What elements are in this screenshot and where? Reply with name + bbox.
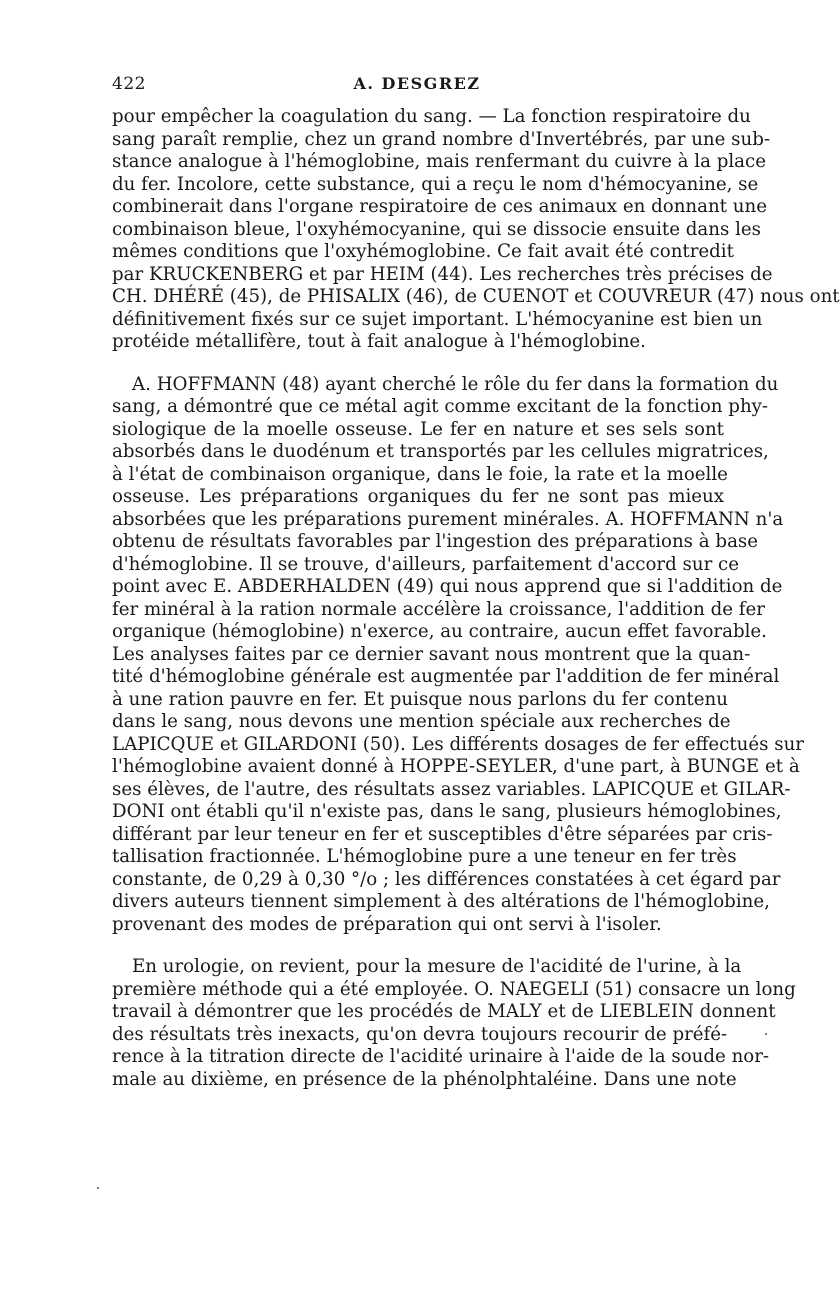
paragraph-gap [112,354,724,374]
text-line: stance analogue à l'hémoglobine, mais renfermant du cuivre à la place [112,151,766,172]
text-line: LAPICQUE et GILARDONI (50). Les différents dosages de fer effectués sur [112,733,805,755]
text-line: tité d'hémoglobine générale est augmentée par l'addition de fer minéral [112,666,780,687]
body-text [112,106,840,1091]
text-line: combinaison bleue, l'oxyhémocyanine, qui se dissocie ensuite dans les [112,218,761,240]
text-line: absorbés dans le duodénum et transportés par les cellules migratrices, [112,441,769,462]
text-line: absorbées que les préparations purement minérales. A. HOFFMANN n'a [112,508,784,530]
text-line: sang, a démontré que ce métal agit comme excitant de la fonction phy- [112,396,769,417]
text-line: protéide métallifère, tout à fait analogue à l'hémoglobine. [112,331,646,352]
text-line: male au dixième, en présence de la phénolphtaléine. Dans une note [112,1068,737,1090]
text-line: mêmes conditions que l'oxyhémoglobine. Ce fait avait été contredit [112,241,734,262]
text-line: des résultats très inexacts, qu'on devra toujours recourir de préfé- [112,1023,728,1045]
text-line: d'hémoglobine. Il se trouve, d'ailleurs, parfaitement d'accord sur ce [112,553,740,575]
text-line: à une ration pauvre en fer. Et puisque nous parlons du fer contenu [112,688,728,710]
scan-speck [97,1187,99,1189]
text-line: pour empêcher la coagulation du sang. — La fonction respiratoire du [112,106,751,127]
page-number: 422 [112,74,146,94]
scan-speck [765,1033,767,1035]
text-line: par KRUCKENBERG et par HEIM (44). Les recherches très précises de [112,263,773,285]
paragraph-hemocyanine [112,106,840,354]
text-line: organique (hémoglobine) n'exerce, au contraire, aucun effet favorable. [112,621,767,642]
text-line: différant par leur teneur en fer et susceptibles d'être séparées par cris- [112,823,773,845]
text-line: l'hémoglobine avaient donné à HOPPE-SEYLER, d'une part, à BUNGE et à [112,756,800,777]
text-line: En urologie, on revient, pour la mesure de l'acidité de l'urine, à la [132,956,742,977]
running-head: A. DESGREZ [353,74,481,93]
text-line: Les analyses faites par ce dernier savant nous montrent que la quan- [112,643,751,665]
text-line: siologique de la moelle osseuse. Le fer en nature et ses sels sont [112,418,724,440]
text-line: A. HOFFMANN (48) ayant cherché le rôle du fer dans la formation du [132,373,779,395]
page-header [112,74,722,98]
text-line: obtenu de résultats favorables par l'ingestion des préparations à base [112,531,759,552]
text-line: du fer. Incolore, cette substance, qui a reçu le nom d'hémocyanine, se [112,173,759,195]
text-line: définitivement fixés sur ce sujet important. L'hémocyanine est bien un [112,308,763,330]
text-line: CH. DHÉRÉ (45), de PHISALIX (46), de CUENOT et COUVREUR (47) nous ont [112,286,840,307]
text-line: tallisation fractionnée. L'hémoglobine pure a une teneur en fer très [112,846,737,867]
text-line: première méthode qui a été employée. O. NAEGELI (51) consacre un long [112,978,796,1000]
text-line: dans le sang, nous devons une mention spéciale aux recherches de [112,711,731,732]
text-line: rence à la titration directe de l'acidité urinaire à l'aide de la soude nor- [112,1046,770,1067]
paragraph-iron [112,373,805,937]
text-line: ses élèves, de l'autre, des résultats assez variables. LAPICQUE et GILAR- [112,778,791,800]
text-line: divers auteurs tiennent simplement à des altérations de l'hémoglobine, [112,891,770,912]
text-line: osseuse. Les préparations organiques du fer ne sont pas mieux [112,486,724,507]
paragraph-urology [112,956,796,1091]
text-line: travail à démontrer que les procédés de MALY et de LIEBLEIN donnent [112,1001,776,1022]
text-line: point avec E. ABDERHALDEN (49) qui nous apprend que si l'addition de [112,576,783,597]
text-line: à l'état de combinaison organique, dans le foie, la rate et la moelle [112,463,728,485]
text-line: sang paraît remplie, chez un grand nombre d'Invertébrés, par une sub- [112,128,771,150]
text-line: combinerait dans l'organe respiratoire de ces animaux en donnant une [112,196,767,217]
text-line: constante, de 0,29 à 0,30 °/o ; les différences constatées à cet égard par [112,868,781,890]
text-line: fer minéral à la ration normale accélère la croissance, l'addition de fer [112,598,765,620]
paragraph-gap [112,936,724,956]
text-line: provenant des modes de préparation qui ont servi à l'isoler. [112,913,662,935]
text-line: DONI ont établi qu'il n'existe pas, dans le sang, plusieurs hémoglobines, [112,801,782,822]
